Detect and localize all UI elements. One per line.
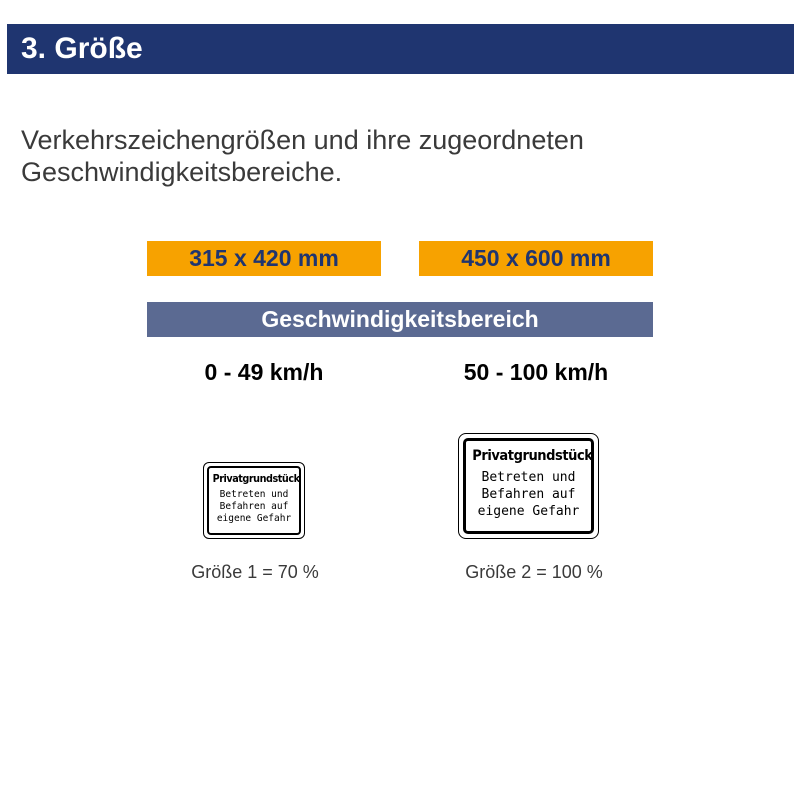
sign-line-2: Befahren auf	[219, 501, 289, 512]
intro-text	[21, 124, 721, 188]
speed-range-header: Geschwindigkeitsbereich	[147, 302, 653, 337]
sign-line-3: eigene Gefahr	[216, 513, 292, 524]
sign-border	[207, 466, 301, 535]
sign-line-1: Betreten und	[481, 470, 576, 485]
sign-image-size-2	[458, 433, 599, 539]
size-caption-2: Größe 2 = 100 %	[465, 562, 603, 582]
sign-line-3: eigene Gefahr	[477, 504, 580, 519]
section-title: 3. Größe	[21, 32, 143, 65]
size-caption-1: Größe 1 = 70 %	[191, 562, 319, 582]
speed-range-1: 0 - 49 km/h	[204, 359, 324, 385]
sign-title: Privatgrundstück	[472, 448, 593, 464]
section-header	[7, 24, 794, 74]
intro-line-2: Geschwindigkeitsbereiche.	[21, 157, 343, 187]
speed-range-2: 50 - 100 km/h	[463, 359, 609, 385]
sign-title: Privatgrundstück	[212, 473, 300, 485]
sign-line-1: Betreten und	[219, 489, 289, 500]
intro-line-1: Verkehrszeichengrößen und ihre zugeordneten	[21, 125, 584, 155]
size-label-2: 450 x 600 mm	[419, 241, 653, 276]
size-label-1: 315 x 420 mm	[147, 241, 381, 276]
sign-line-2: Befahren auf	[481, 487, 576, 502]
sign-border	[463, 438, 594, 534]
sign-image-size-1	[203, 462, 305, 539]
